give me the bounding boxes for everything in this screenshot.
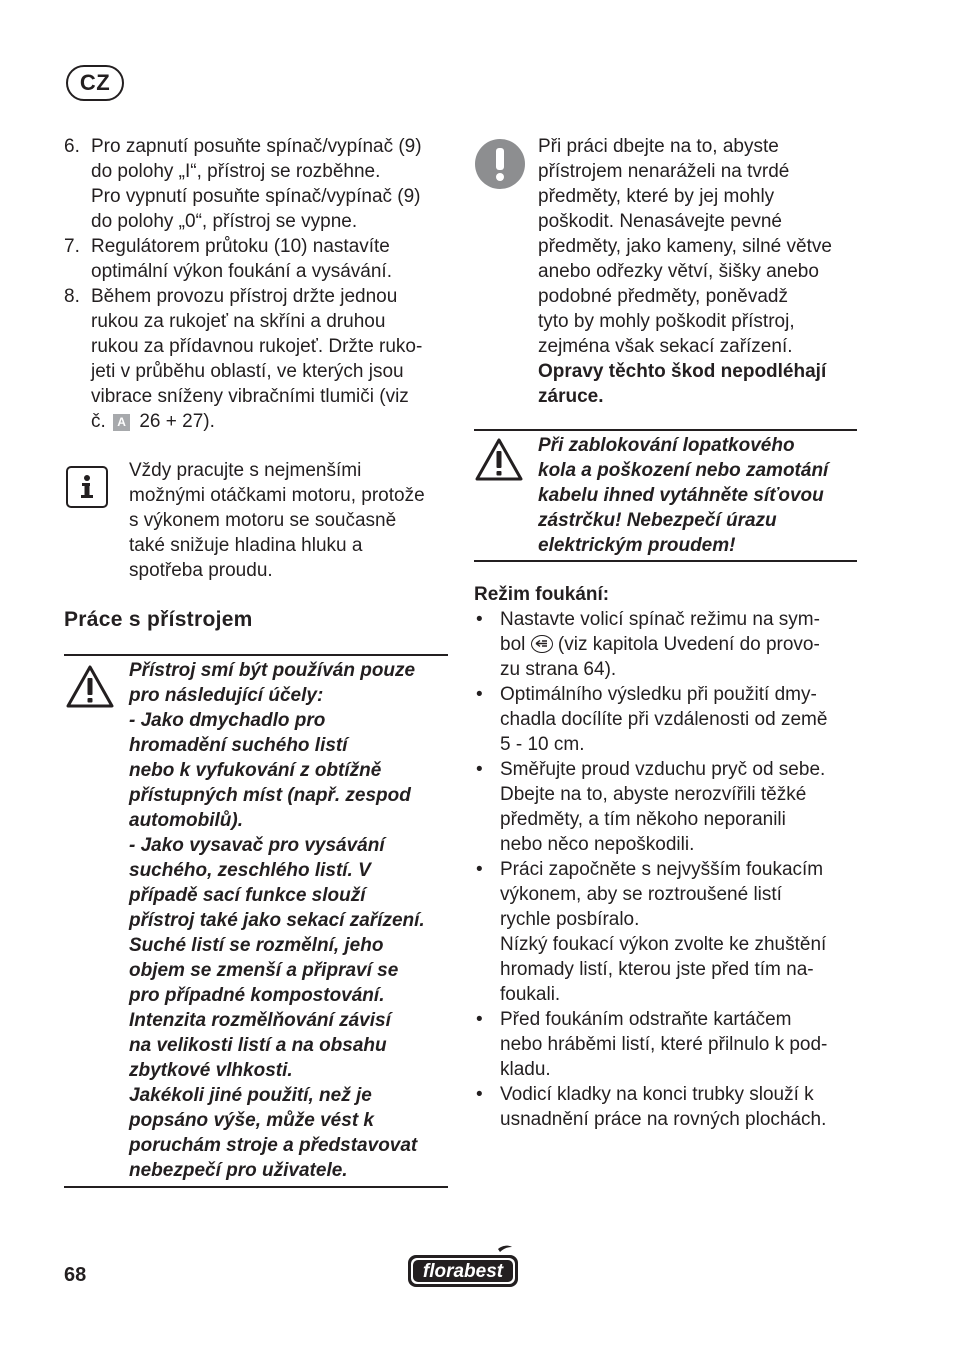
list-line: Před foukáním odstraňte kartáčem — [500, 1009, 792, 1030]
divider — [64, 654, 448, 656]
bullet-list — [474, 607, 864, 1132]
caution-line: předměty, jako kameny, silné větve — [538, 236, 832, 257]
step-number: 8. — [64, 286, 80, 307]
warning-triangle-icon — [475, 437, 523, 481]
bullet-dot: • — [476, 684, 483, 705]
warning-line: nebo k vyfukování z obtížně — [129, 760, 382, 781]
info-line: také snižuje hladina hluku a — [129, 535, 363, 556]
warning-line: zbytkové vlhkosti. — [129, 1060, 293, 1081]
warning-line: kola a poškození nebo zamotání — [538, 460, 829, 481]
step-number: 6. — [64, 136, 80, 157]
info-line: s výkonem motoru se současně — [129, 510, 397, 531]
step-line — [91, 409, 454, 434]
list-line: nebo hráběmi listí, které přilnulo k pod- — [500, 1034, 828, 1055]
bullet-dot: • — [476, 859, 483, 880]
list-line: rychle posbíralo. — [500, 909, 640, 930]
section-title: Práce s přístrojem — [64, 608, 253, 631]
exclamation-icon — [475, 139, 525, 189]
step-line: rukou za přídavnou rukojeť. Držte ruko- — [91, 336, 423, 357]
bullet-dot: • — [476, 1009, 483, 1030]
warning-line: - Jako vysavač pro vysávání — [129, 835, 385, 856]
list-line: Vodicí kladky na konci trubky slouží k — [500, 1084, 814, 1105]
step-line: Pro zapnutí posuňte spínač/vypínač (9) — [91, 136, 422, 157]
warning-line: Jakékoli jiné použití, než je — [129, 1085, 372, 1106]
warning-line: na velikosti listí a na obsahu — [129, 1035, 387, 1056]
list-line-prefix: bol — [500, 634, 526, 655]
warning-line: poruchám stroje a představovat — [129, 1135, 418, 1156]
language-badge: CZ — [66, 65, 124, 101]
divider — [64, 1186, 448, 1188]
step-7 — [64, 234, 454, 284]
warning-line: pro následující účely: — [129, 685, 324, 706]
info-line: možnými otáčkami motoru, protože — [129, 485, 425, 506]
figure-reference-badge: A — [113, 414, 130, 431]
warning-line: Při zablokování lopatkového — [538, 435, 795, 456]
step-line-prefix: č. — [91, 411, 106, 432]
list-line: foukali. — [500, 984, 561, 1005]
logo-text: florabest — [422, 1261, 504, 1282]
bullet-dot: • — [476, 759, 483, 780]
caution-line: poškodit. Nenasávejte pevné — [538, 211, 782, 232]
caution-note — [538, 134, 863, 409]
info-line: spotřeba proudu. — [129, 560, 273, 581]
step-number: 7. — [64, 236, 80, 257]
list-line: chadla docílíte při vzdálenosti od země — [500, 709, 828, 730]
warning-line: Přístroj smí být používán pouze — [129, 660, 416, 681]
warning-line: popsáno výše, může vést k — [129, 1110, 374, 1131]
list-item — [474, 1007, 864, 1082]
step-line: Regulátorem průtoku (10) nastavíte — [91, 236, 390, 257]
step-line: optimální výkon foukání a vysávání. — [91, 261, 392, 282]
mode-title: Režim foukání: — [474, 584, 610, 605]
step-line: Během provozu přístroj držte jednou — [91, 286, 398, 307]
caution-line: podobné předměty, poněvadž — [538, 286, 788, 307]
warning-line: suchého, zeschlého listí. V — [129, 860, 371, 881]
step-line: jeti v průběhu oblastí, ve kterých jsou — [91, 361, 404, 382]
warning-line: Intenzita rozmělňování závisí — [129, 1010, 391, 1031]
caution-line: zejména však sekací zařízení. — [538, 336, 793, 357]
warning-line: přístroj také jako sekací zařízení. — [129, 910, 425, 931]
list-line: 5 - 10 cm. — [500, 734, 585, 755]
warning-line: kabelu ihned vytáhněte síťovou — [538, 485, 824, 506]
bullet-dot: • — [476, 1084, 483, 1105]
list-item — [474, 857, 864, 1007]
caution-line: anebo odřezky větví, šišky anebo — [538, 261, 819, 282]
warning-line: pro případné kompostování. — [129, 985, 385, 1006]
warning-line: případě sací funkce slouží — [129, 885, 366, 906]
florabest-logo — [406, 1243, 520, 1289]
list-line: nebo něco nepoškodili. — [500, 834, 695, 855]
step-line-suffix: 26 + 27). — [139, 411, 215, 432]
warning-line: automobilů). — [129, 810, 243, 831]
step-6 — [64, 134, 454, 234]
caution-bold-line: záruce. — [538, 386, 604, 407]
info-icon — [66, 466, 108, 508]
numbered-steps — [64, 134, 454, 434]
warning-line: elektrickým proudem! — [538, 535, 736, 556]
warning-line: nebezpečí pro uživatele. — [129, 1160, 348, 1181]
list-line-suffix: (viz kapitola Uvedení do provo- — [557, 634, 820, 655]
step-line: vibrace sníženy vibračními tlumiči (viz — [91, 386, 409, 407]
list-line: Dbejte na to, abyste nerozvířili těžké — [500, 784, 807, 805]
divider — [474, 560, 857, 562]
usage-warning — [129, 658, 454, 1183]
warning-line: hromadění suchého listí — [129, 735, 348, 756]
caution-line: předměty, které by jej mohly — [538, 186, 775, 207]
list-item — [474, 1082, 864, 1132]
list-item — [474, 607, 864, 682]
list-line: Nízký foukací výkon zvolte ke zhuštění — [500, 934, 827, 955]
warning-line: zástrčku! Nebezpečí úrazu — [538, 510, 777, 531]
info-line: Vždy pracujte s nejmenšími — [129, 460, 362, 481]
divider — [474, 429, 857, 431]
list-line: kladu. — [500, 1059, 551, 1080]
info-note — [129, 458, 459, 583]
caution-line: přístrojem nenaráželi na tvrdé — [538, 161, 790, 182]
step-line: do polohy „0“, přístroj se vypne. — [91, 211, 358, 232]
list-line: výkonem, aby se roztroušené listí — [500, 884, 782, 905]
warning-line: - Jako dmychadlo pro — [129, 710, 326, 731]
caution-line: Při práci dbejte na to, abyste — [538, 136, 779, 157]
list-item — [474, 757, 864, 857]
list-line: usnadnění práce na rovných plochách. — [500, 1109, 827, 1130]
list-line — [500, 632, 864, 657]
step-8 — [64, 284, 454, 434]
warning-line: objem se zmenší a připraví se — [129, 960, 399, 981]
blow-mode-icon — [531, 635, 553, 653]
list-line: Směřujte proud vzduchu pryč od sebe. — [500, 759, 826, 780]
list-line: Optimálního výsledku při použití dmy- — [500, 684, 817, 705]
warning-triangle-icon — [66, 664, 114, 708]
step-line: rukou za rukojeť na skříni a druhou — [91, 311, 386, 332]
caution-bold-line: Opravy těchto škod nepodléhají — [538, 361, 827, 382]
caution-line: tyto by mohly poškodit přístroj, — [538, 311, 795, 332]
bullet-dot: • — [476, 609, 483, 630]
list-line: hromady listí, kterou jste před tím na- — [500, 959, 814, 980]
list-line: Nastavte volicí spínač režimu na sym- — [500, 609, 820, 630]
step-line: Pro vypnutí posuňte spínač/vypínač (9) — [91, 186, 421, 207]
page-number: 68 — [64, 1264, 87, 1286]
list-line: zu strana 64). — [500, 659, 617, 680]
electrical-warning — [538, 433, 858, 558]
list-item — [474, 682, 864, 757]
step-line: do polohy „I“, přístroj se rozběhne. — [91, 161, 381, 182]
warning-line: Suché listí se rozmělní, jeho — [129, 935, 384, 956]
warning-line: přístupných míst (např. zespod — [129, 785, 411, 806]
list-line: Práci započněte s nejvyšším foukacím — [500, 859, 824, 880]
list-line: předměty, a tím někoho neporanili — [500, 809, 786, 830]
